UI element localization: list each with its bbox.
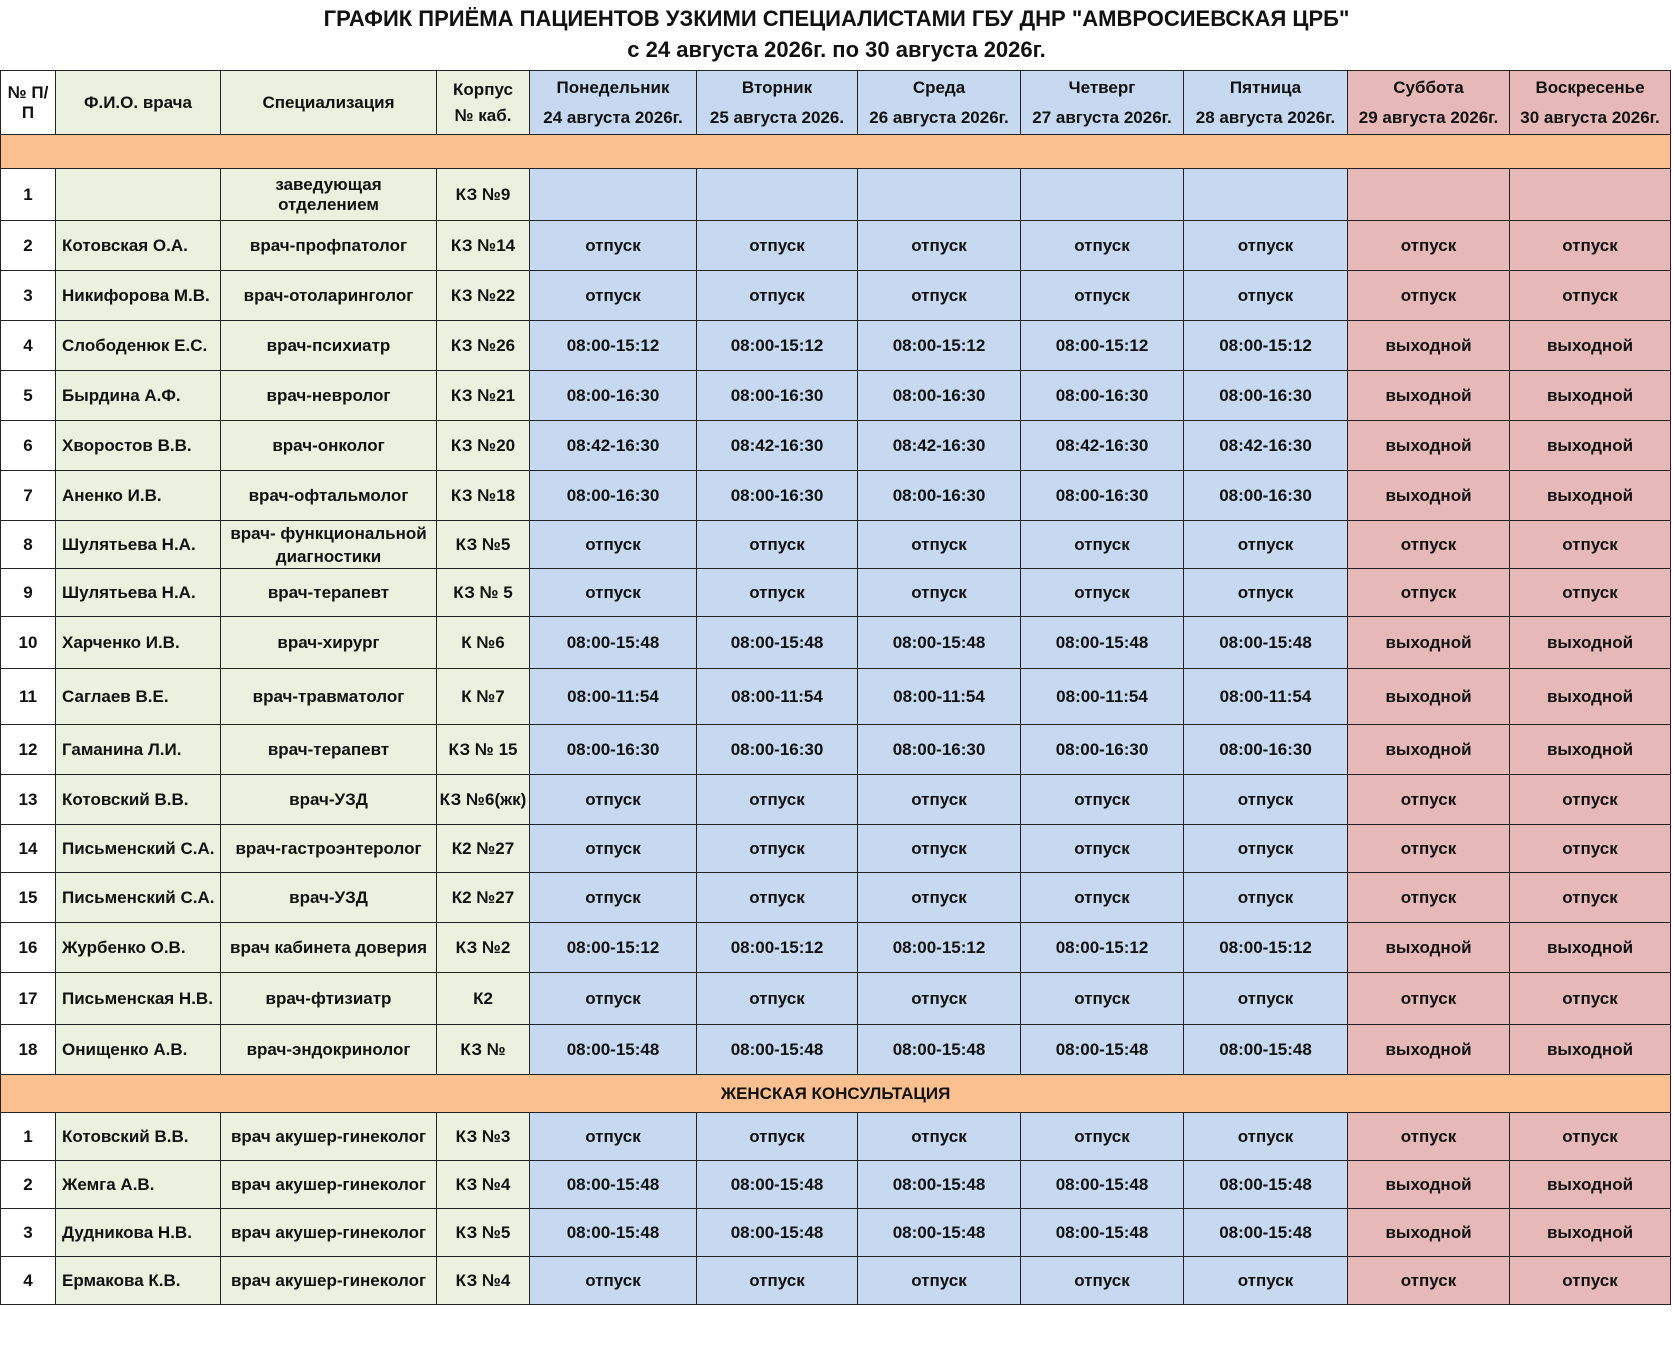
day-cell: 08:00-11:54 [530, 669, 697, 725]
day-cell: 08:00-16:30 [697, 371, 858, 421]
day-cell: 08:00-15:48 [1021, 617, 1184, 669]
header-day-thu: Четверг 27 августа 2026г. [1021, 71, 1184, 135]
specialization: врач-отоларинголог [221, 271, 437, 321]
day-cell: 08:00-16:30 [697, 725, 858, 775]
table-row [1, 1161, 1671, 1209]
specialization: заведующая отделением [221, 169, 437, 221]
day-cell: отпуск [858, 521, 1021, 569]
table-row [1, 973, 1671, 1025]
day-cell: отпуск [858, 775, 1021, 825]
doctor-name: Бырдина А.Ф. [56, 371, 221, 421]
row-number: 3 [1, 1209, 56, 1257]
day-cell [1021, 169, 1184, 221]
doctor-name: Котовский В.В. [56, 775, 221, 825]
day-cell: 08:00-16:30 [1184, 371, 1348, 421]
specialization: врач-УЗД [221, 873, 437, 923]
room-number: КЗ №20 [437, 421, 530, 471]
day-cell: отпуск [1348, 221, 1510, 271]
row-number: 1 [1, 169, 56, 221]
day-cell: выходной [1348, 1209, 1510, 1257]
room-number: КЗ №4 [437, 1257, 530, 1305]
doctor-name: Письменская Н.В. [56, 973, 221, 1025]
day-cell: отпуск [1348, 873, 1510, 923]
doctor-name: Слободенюк Е.С. [56, 321, 221, 371]
day-cell: 08:00-15:48 [1021, 1209, 1184, 1257]
day-cell: отпуск [1510, 825, 1671, 873]
specialization: врач акушер-гинеколог [221, 1257, 437, 1305]
row-number: 2 [1, 221, 56, 271]
specialization: врач-фтизиатр [221, 973, 437, 1025]
day-cell: 08:00-15:48 [697, 1209, 858, 1257]
day-cell: отпуск [1021, 569, 1184, 617]
day-cell: выходной [1510, 725, 1671, 775]
day-cell: выходной [1510, 1025, 1671, 1075]
table-row [1, 923, 1671, 973]
header-day-fri: Пятница 28 августа 2026г. [1184, 71, 1348, 135]
specialization: врач-невролог [221, 371, 437, 421]
day-cell: выходной [1348, 1025, 1510, 1075]
table-row [1, 775, 1671, 825]
header-day-tue: Вторник 25 августа 2026. [697, 71, 858, 135]
doctor-name: Гаманина Л.И. [56, 725, 221, 775]
day-cell: отпуск [1184, 521, 1348, 569]
day-cell: выходной [1348, 321, 1510, 371]
row-number: 6 [1, 421, 56, 471]
day-cell: 08:00-15:48 [697, 1025, 858, 1075]
section-header-row [1, 1075, 1671, 1113]
day-cell [1510, 169, 1671, 221]
day-cell: отпуск [697, 775, 858, 825]
table-row [1, 521, 1671, 569]
row-number: 3 [1, 271, 56, 321]
row-number: 17 [1, 973, 56, 1025]
day-cell: 08:42-16:30 [858, 421, 1021, 471]
table-row [1, 669, 1671, 725]
day-cell: отпуск [1021, 521, 1184, 569]
day-cell: отпуск [697, 873, 858, 923]
day-cell: выходной [1348, 421, 1510, 471]
day-cell: отпуск [1021, 825, 1184, 873]
day-cell: 08:00-16:30 [1184, 725, 1348, 775]
day-cell: отпуск [530, 1113, 697, 1161]
day-cell: 08:00-15:48 [530, 1025, 697, 1075]
day-cell: отпуск [1184, 569, 1348, 617]
specialization: врач-гастроэнтеролог [221, 825, 437, 873]
day-cell [530, 169, 697, 221]
day-cell: 08:00-15:48 [1021, 1025, 1184, 1075]
doctor-name: Онищенко А.В. [56, 1025, 221, 1075]
doctor-name: Харченко И.В. [56, 617, 221, 669]
doctor-name: Хворостов В.В. [56, 421, 221, 471]
row-number: 18 [1, 1025, 56, 1075]
specialization: врач акушер-гинеколог [221, 1209, 437, 1257]
day-cell: отпуск [697, 221, 858, 271]
day-cell: 08:00-15:12 [697, 923, 858, 973]
specialization: врач кабинета доверия [221, 923, 437, 973]
day-cell: 08:00-16:30 [1021, 371, 1184, 421]
schedule-body [1, 135, 1671, 1305]
day-cell: 08:00-16:30 [530, 471, 697, 521]
day-cell: выходной [1348, 923, 1510, 973]
day-cell: выходной [1510, 321, 1671, 371]
row-number: 1 [1, 1113, 56, 1161]
day-cell: отпуск [858, 569, 1021, 617]
day-cell: отпуск [858, 1257, 1021, 1305]
day-cell: отпуск [530, 775, 697, 825]
room-number: КЗ №4 [437, 1161, 530, 1209]
header-name: Ф.И.О. врача [56, 71, 221, 135]
row-number: 4 [1, 1257, 56, 1305]
day-cell: выходной [1348, 617, 1510, 669]
day-cell: 08:00-15:48 [858, 1025, 1021, 1075]
header-day-mon: Понедельник 24 августа 2026г. [530, 71, 697, 135]
day-cell: 08:00-11:54 [858, 669, 1021, 725]
day-cell: отпуск [1021, 1257, 1184, 1305]
header-num: № П/П [1, 71, 56, 135]
row-number: 16 [1, 923, 56, 973]
row-number: 11 [1, 669, 56, 725]
day-cell: отпуск [858, 825, 1021, 873]
day-cell: 08:00-16:30 [858, 371, 1021, 421]
room-number: КЗ № 15 [437, 725, 530, 775]
day-cell: 08:00-15:12 [858, 923, 1021, 973]
day-cell: 08:00-15:12 [1184, 923, 1348, 973]
row-number: 15 [1, 873, 56, 923]
room-number: К2 [437, 973, 530, 1025]
row-number: 14 [1, 825, 56, 873]
row-number: 4 [1, 321, 56, 371]
day-cell: отпуск [1348, 1257, 1510, 1305]
day-cell: отпуск [1348, 775, 1510, 825]
section-header-row [1, 135, 1671, 169]
doctor-name: Жемга А.В. [56, 1161, 221, 1209]
day-cell: 08:00-15:48 [1021, 1161, 1184, 1209]
row-number: 12 [1, 725, 56, 775]
day-cell: отпуск [1348, 569, 1510, 617]
section-title: ЖЕНСКАЯ КОНСУЛЬТАЦИЯ [1, 1075, 1671, 1113]
day-cell: выходной [1348, 471, 1510, 521]
day-cell: отпуск [697, 1257, 858, 1305]
header-room: Корпус № каб. [437, 71, 530, 135]
day-cell: отпуск [1510, 775, 1671, 825]
day-cell [1184, 169, 1348, 221]
day-cell: 08:00-11:54 [697, 669, 858, 725]
day-cell: отпуск [1348, 1113, 1510, 1161]
day-cell: выходной [1510, 421, 1671, 471]
day-cell: отпуск [1510, 873, 1671, 923]
day-cell: 08:00-15:12 [1021, 321, 1184, 371]
schedule-table [0, 70, 1671, 1305]
day-cell: отпуск [1348, 521, 1510, 569]
day-cell: отпуск [1510, 221, 1671, 271]
doctor-name [56, 169, 221, 221]
doctor-name: Дудникова Н.В. [56, 1209, 221, 1257]
day-cell: отпуск [1184, 973, 1348, 1025]
doctor-name: Никифорова М.В. [56, 271, 221, 321]
day-cell: 08:42-16:30 [1184, 421, 1348, 471]
room-number: КЗ №21 [437, 371, 530, 421]
table-row [1, 321, 1671, 371]
day-cell: отпуск [1021, 973, 1184, 1025]
day-cell: 08:00-15:48 [530, 1209, 697, 1257]
day-cell: 08:42-16:30 [530, 421, 697, 471]
day-cell: отпуск [530, 569, 697, 617]
row-number: 2 [1, 1161, 56, 1209]
room-number: КЗ №9 [437, 169, 530, 221]
room-number: КЗ №6(жк) [437, 775, 530, 825]
day-cell: 08:00-15:12 [530, 321, 697, 371]
room-number: КЗ №5 [437, 1209, 530, 1257]
day-cell: отпуск [530, 221, 697, 271]
room-number: КЗ №2 [437, 923, 530, 973]
doctor-name: Ермакова К.В. [56, 1257, 221, 1305]
day-cell: отпуск [1184, 775, 1348, 825]
doctor-name: Журбенко О.В. [56, 923, 221, 973]
day-cell [1348, 169, 1510, 221]
day-cell: отпуск [858, 1113, 1021, 1161]
day-cell: 08:00-15:48 [1184, 1025, 1348, 1075]
day-cell: отпуск [530, 973, 697, 1025]
day-cell: 08:42-16:30 [1021, 421, 1184, 471]
day-cell: 08:00-16:30 [858, 725, 1021, 775]
room-number: КЗ №5 [437, 521, 530, 569]
row-number: 9 [1, 569, 56, 617]
day-cell: 08:00-15:48 [858, 1209, 1021, 1257]
table-row [1, 617, 1671, 669]
day-cell: отпуск [1510, 973, 1671, 1025]
day-cell: отпуск [530, 1257, 697, 1305]
day-cell: выходной [1510, 669, 1671, 725]
table-row [1, 1257, 1671, 1305]
title-line-1: ГРАФИК ПРИЁМА ПАЦИЕНТОВ УЗКИМИ СПЕЦИАЛИСТАМИ ГБУ ДНР "АМВРОСИЕВСКАЯ ЦРБ" [323, 6, 1350, 31]
room-number: К2 №27 [437, 825, 530, 873]
doctor-name: Котовская О.А. [56, 221, 221, 271]
day-cell: выходной [1510, 1209, 1671, 1257]
day-cell: 08:00-15:48 [1184, 1161, 1348, 1209]
day-cell: отпуск [530, 521, 697, 569]
doctor-name: Аненко И.В. [56, 471, 221, 521]
table-row [1, 271, 1671, 321]
specialization: врач-офтальмолог [221, 471, 437, 521]
day-cell: отпуск [697, 271, 858, 321]
table-row [1, 1209, 1671, 1257]
room-number: К №7 [437, 669, 530, 725]
day-cell: выходной [1348, 371, 1510, 421]
day-cell [858, 169, 1021, 221]
row-number: 10 [1, 617, 56, 669]
room-number: КЗ №14 [437, 221, 530, 271]
table-row [1, 873, 1671, 923]
title-line-2: с 24 августа 2026г. по 30 августа 2026г. [627, 37, 1046, 62]
doctor-name: Шулятьева Н.А. [56, 521, 221, 569]
room-number: К2 №27 [437, 873, 530, 923]
day-cell: отпуск [1348, 825, 1510, 873]
day-cell: отпуск [1510, 569, 1671, 617]
day-cell: отпуск [1021, 775, 1184, 825]
room-number: КЗ №18 [437, 471, 530, 521]
day-cell: отпуск [1184, 221, 1348, 271]
day-cell: 08:00-16:30 [858, 471, 1021, 521]
day-cell: 08:42-16:30 [697, 421, 858, 471]
day-cell: отпуск [1184, 1113, 1348, 1161]
day-cell: отпуск [1021, 1113, 1184, 1161]
day-cell: выходной [1510, 617, 1671, 669]
table-row [1, 569, 1671, 617]
day-cell: отпуск [1021, 271, 1184, 321]
day-cell: 08:00-15:48 [697, 617, 858, 669]
header-day-sat: Суббота 29 августа 2026г. [1348, 71, 1510, 135]
day-cell: 08:00-15:48 [1184, 1209, 1348, 1257]
day-cell: 08:00-15:48 [858, 617, 1021, 669]
day-cell: выходной [1510, 1161, 1671, 1209]
day-cell: выходной [1510, 371, 1671, 421]
table-row [1, 825, 1671, 873]
day-cell: отпуск [530, 271, 697, 321]
day-cell: отпуск [1510, 521, 1671, 569]
table-row [1, 471, 1671, 521]
day-cell: 08:00-15:48 [530, 1161, 697, 1209]
table-row [1, 1113, 1671, 1161]
room-number: КЗ №26 [437, 321, 530, 371]
day-cell: отпуск [1021, 221, 1184, 271]
day-cell: отпуск [1510, 271, 1671, 321]
day-cell: выходной [1510, 923, 1671, 973]
document-title [0, 0, 1673, 70]
day-cell: выходной [1348, 1161, 1510, 1209]
day-cell: 08:00-15:12 [1021, 923, 1184, 973]
header-day-wed: Среда 26 августа 2026г. [858, 71, 1021, 135]
day-cell: отпуск [697, 569, 858, 617]
day-cell: 08:00-16:30 [1021, 471, 1184, 521]
day-cell: отпуск [530, 873, 697, 923]
specialization: врач-психиатр [221, 321, 437, 371]
room-number: КЗ №22 [437, 271, 530, 321]
specialization: врач- функциональной диагностики [221, 521, 437, 569]
row-number: 7 [1, 471, 56, 521]
row-number: 5 [1, 371, 56, 421]
day-cell: 08:00-15:12 [530, 923, 697, 973]
specialization: врач-профпатолог [221, 221, 437, 271]
table-row [1, 1025, 1671, 1075]
specialization: врач-терапевт [221, 725, 437, 775]
room-number: КЗ № [437, 1025, 530, 1075]
day-cell: 08:00-11:54 [1184, 669, 1348, 725]
table-row [1, 169, 1671, 221]
day-cell: 08:00-16:30 [530, 725, 697, 775]
day-cell: отпуск [858, 221, 1021, 271]
day-cell [697, 169, 858, 221]
day-cell: 08:00-16:30 [697, 471, 858, 521]
day-cell: отпуск [1348, 271, 1510, 321]
day-cell: 08:00-15:12 [697, 321, 858, 371]
row-number: 13 [1, 775, 56, 825]
table-row [1, 725, 1671, 775]
day-cell: отпуск [858, 973, 1021, 1025]
specialization: врач-эндокринолог [221, 1025, 437, 1075]
specialization: врач акушер-гинеколог [221, 1161, 437, 1209]
row-number: 8 [1, 521, 56, 569]
section-title [1, 135, 1671, 169]
day-cell: отпуск [1184, 873, 1348, 923]
day-cell: 08:00-15:48 [697, 1161, 858, 1209]
doctor-name: Письменский С.А. [56, 825, 221, 873]
room-number: К №6 [437, 617, 530, 669]
day-cell: отпуск [1184, 271, 1348, 321]
header-spec: Специализация [221, 71, 437, 135]
day-cell: 08:00-16:30 [1021, 725, 1184, 775]
day-cell: отпуск [858, 271, 1021, 321]
specialization: врач акушер-гинеколог [221, 1113, 437, 1161]
day-cell: 08:00-11:54 [1021, 669, 1184, 725]
specialization: врач-онколог [221, 421, 437, 471]
specialization: врач-терапевт [221, 569, 437, 617]
day-cell: отпуск [697, 825, 858, 873]
header-row [1, 71, 1671, 135]
day-cell: 08:00-15:12 [858, 321, 1021, 371]
day-cell: выходной [1510, 471, 1671, 521]
day-cell: 08:00-15:48 [530, 617, 697, 669]
specialization: врач-УЗД [221, 775, 437, 825]
doctor-name: Саглаев В.Е. [56, 669, 221, 725]
header-day-sun: Воскресенье 30 августа 2026г. [1510, 71, 1671, 135]
doctor-name: Письменский С.А. [56, 873, 221, 923]
day-cell: отпуск [1184, 825, 1348, 873]
day-cell: отпуск [697, 1113, 858, 1161]
day-cell: отпуск [1021, 873, 1184, 923]
day-cell: 08:00-16:30 [1184, 471, 1348, 521]
day-cell: отпуск [1184, 1257, 1348, 1305]
day-cell: 08:00-15:48 [858, 1161, 1021, 1209]
room-number: КЗ №3 [437, 1113, 530, 1161]
day-cell: отпуск [858, 873, 1021, 923]
table-row [1, 221, 1671, 271]
day-cell: отпуск [1510, 1257, 1671, 1305]
specialization: врач-травматолог [221, 669, 437, 725]
day-cell: выходной [1348, 725, 1510, 775]
doctor-name: Котовский В.В. [56, 1113, 221, 1161]
doctor-name: Шулятьева Н.А. [56, 569, 221, 617]
day-cell: выходной [1348, 669, 1510, 725]
room-number: КЗ № 5 [437, 569, 530, 617]
day-cell: отпуск [530, 825, 697, 873]
day-cell: отпуск [697, 521, 858, 569]
day-cell: 08:00-16:30 [530, 371, 697, 421]
table-row [1, 421, 1671, 471]
day-cell: отпуск [1510, 1113, 1671, 1161]
day-cell: 08:00-15:48 [1184, 617, 1348, 669]
day-cell: отпуск [697, 973, 858, 1025]
specialization: врач-хирург [221, 617, 437, 669]
table-row [1, 371, 1671, 421]
day-cell: 08:00-15:12 [1184, 321, 1348, 371]
day-cell: отпуск [1348, 973, 1510, 1025]
